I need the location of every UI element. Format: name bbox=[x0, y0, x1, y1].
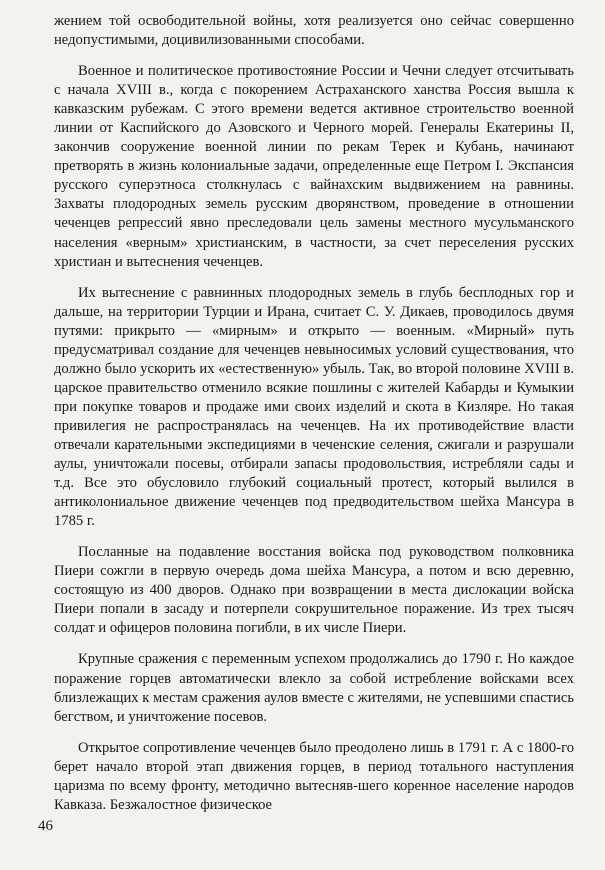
paragraph-open-resistance: Открытое сопротивление чеченцев было преодолено лишь в 1791 г. А с 1800-го берет начало второй этап движения горцев, в период тотального наступления царизма по всему фронту, методично вытесняв-шего коренное население народов Кавказа. Безжалостное физическое bbox=[54, 739, 574, 813]
page-number: 46 bbox=[38, 818, 53, 834]
paragraph-continuation: жением той освободительной войны, хотя реализуется оно сейчас совершенно недопустимыми, доцивилизованными способами. bbox=[54, 13, 574, 49]
paragraph-displacement: Их вытеснение с равнинных плодородных земель в глубь бесплодных гор и дальше, на территории Турции и Ирана, считает С. У. Дикаев, проводилось двумя путями: прикрыто — «мирным» и открыто — военным. «Мирный» путь предусматривал создание для чеченцев невыносимых условий существования, что должно было ускорить их «естественную» убыль. Так, во второй половине XVIII в. царское правительство отменило всякие пошлины с жителей Кабарды и Кумыкии при покупке товаров и продаже ими своих изделий и скота в Кизляре. Но такая привилегия не распространялась на чеченцев. На их противодействие власти отвечали карательными экспедициями в чеченские селения, сжигали и разрушали аулы, уничтожали посевы, отбирали запасы продовольствия, истребляли сады и т.д. Все это обусловило глубокий социальный протест, который вылился в антиколониальное движение чеченцев под предводительством шейха Мансура в 1785 г. bbox=[54, 284, 574, 530]
paragraph-military-confrontation: Военное и политическое противостояние России и Чечни следует отсчитывать с начала XVIII в., когда с покорением Астраханского ханства Россия вышла к кавказским рубежам. С этого времени ведется активное строительство военной линии от Каспийского до Азовского и Черного морей. Генералы Екатерины II, закончив сооружение военной линии по рекам Терек и Кубань, начинают претворять в жизнь колониальные задачи, определенные еще Петром I. Экспансия русского суперэтноса столкнулась с вайнахским выдвижением на равнины. Захваты плодородных земель русским дворянством, проведение в отношении чеченцев репрессий явно преследовали цель замены местного мусульманского населения «верным» христианским, в частности, за счет переселения русских христиан и вытеснения чеченцев. bbox=[54, 63, 574, 270]
paragraph-battles: Крупные сражения с переменным успехом продолжались до 1790 г. Но каждое поражение горцев автоматически влекло за собой истребление войсками всех близлежащих к местам сражения аулов вместе с жителями, не успевшими спастись бегством, и уничтожение посевов. bbox=[54, 651, 574, 725]
page-text bbox=[54, 12, 574, 827]
paragraph-pieri-expedition: Посланные на подавление восстания войска под руководством полковника Пиери сожгли в первую очередь дома шейха Мансура, а потом и всю деревню, состоящую из 400 дворов. Однако при возвращении в места дислокации войска Пиери попали в засаду и потерпели сокрушительное поражение. Из трех тысяч солдат и офицеров половина погибли, в их числе Пиери. bbox=[54, 544, 574, 637]
